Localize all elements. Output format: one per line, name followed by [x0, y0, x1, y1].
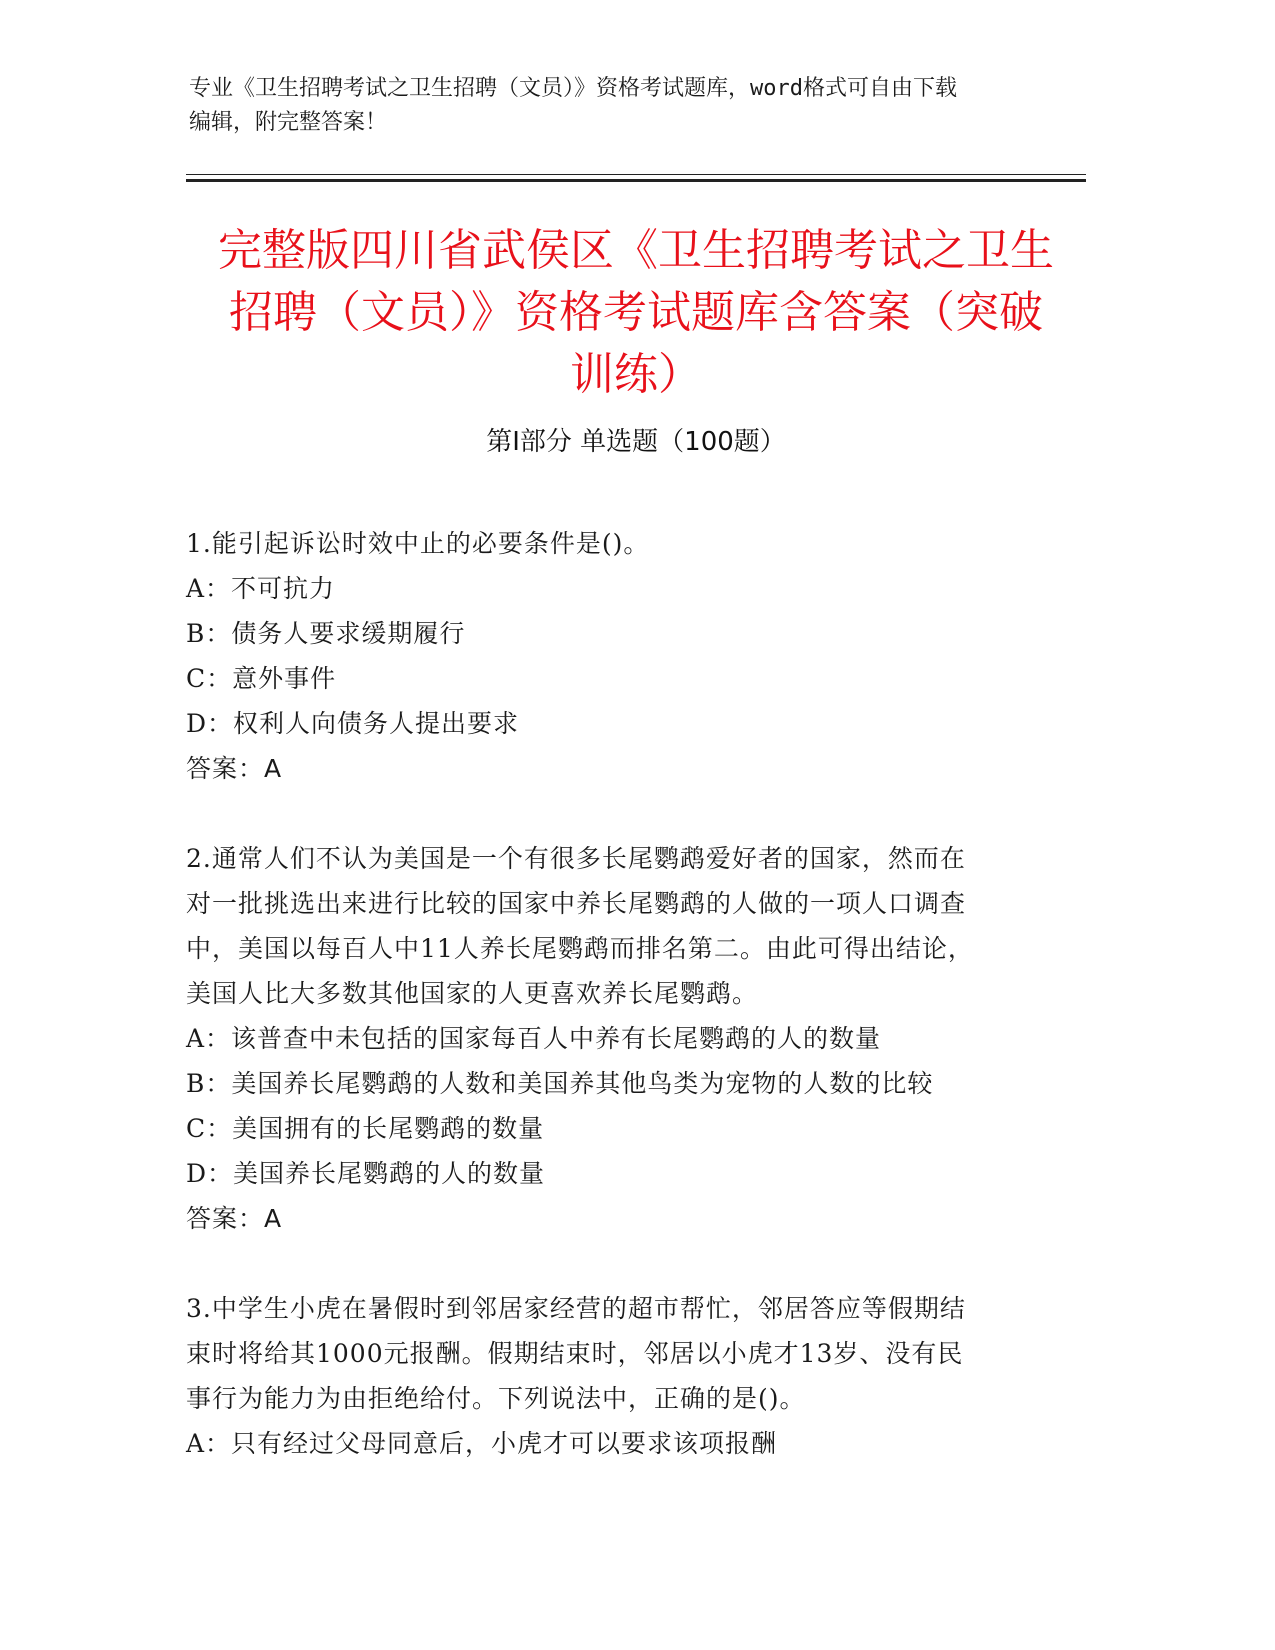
option-b: B：美国养长尾鹦鹉的人数和美国养其他鸟类为宠物的人数的比较: [186, 1069, 934, 1098]
header-divider-thick: [186, 179, 1086, 182]
question-stem: 1.能引起诉讼时效中止的必要条件是()。: [186, 529, 650, 558]
question-stem: 对一批挑选出来进行比较的国家中养长尾鹦鹉的人做的一项人口调查: [186, 889, 967, 918]
option-d: D：美国养长尾鹦鹉的人的数量: [186, 1159, 546, 1188]
title-line: 完整版四川省武侯区《卫生招聘考试之卫生: [218, 225, 1054, 276]
header-divider-thin: [186, 174, 1086, 175]
option-d: D：权利人向债务人提出要求: [186, 709, 520, 738]
title-line: 招聘（文员）》资格考试题库含答案（突破: [229, 287, 1043, 338]
question-stem: 2.通常人们不认为美国是一个有很多长尾鹦鹉爱好者的国家，然而在: [186, 844, 966, 873]
option-a: A：只有经过父母同意后，小虎才可以要求该项报酬: [186, 1429, 778, 1458]
question-1: [186, 521, 1086, 791]
question-2: [186, 836, 1086, 1241]
title-line: 训练）: [570, 349, 702, 400]
option-a: A：不可抗力: [186, 574, 336, 603]
answer: 答案：A: [186, 754, 283, 783]
section-heading: 第Ⅰ部分 单选题（100题）: [486, 427, 786, 457]
question-stem: 事行为能力为由拒绝给付。下列说法中，正确的是()。: [186, 1384, 806, 1413]
question-stem: 束时将给其1000元报酬。假期结束时，邻居以小虎才13岁、没有民: [186, 1339, 964, 1368]
header-note: [189, 72, 1069, 140]
header-note-line: 编辑，附完整答案！: [189, 110, 388, 135]
header-note-line: 专业《卫生招聘考试之卫生招聘（文员）》资格考试题库，word格式可自由下载: [189, 76, 957, 101]
question-list: [186, 521, 1086, 1511]
option-b: B：债务人要求缓期履行: [186, 619, 466, 648]
question-3: [186, 1286, 1086, 1466]
question-stem: 美国人比大多数其他国家的人更喜欢养长尾鹦鹉。: [186, 979, 759, 1008]
question-stem: 3.中学生小虎在暑假时到邻居家经营的超市帮忙，邻居答应等假期结: [186, 1294, 966, 1323]
option-c: C：意外事件: [186, 664, 337, 693]
document-title: [186, 220, 1086, 406]
question-stem: 中，美国以每百人中11人养长尾鹦鹉而排名第二。由此可得出结论，: [186, 934, 974, 963]
option-a: A：该普查中未包括的国家每百人中养有长尾鹦鹉的人的数量: [186, 1024, 882, 1053]
answer: 答案：A: [186, 1204, 283, 1233]
option-c: C：美国拥有的长尾鹦鹉的数量: [186, 1114, 545, 1143]
